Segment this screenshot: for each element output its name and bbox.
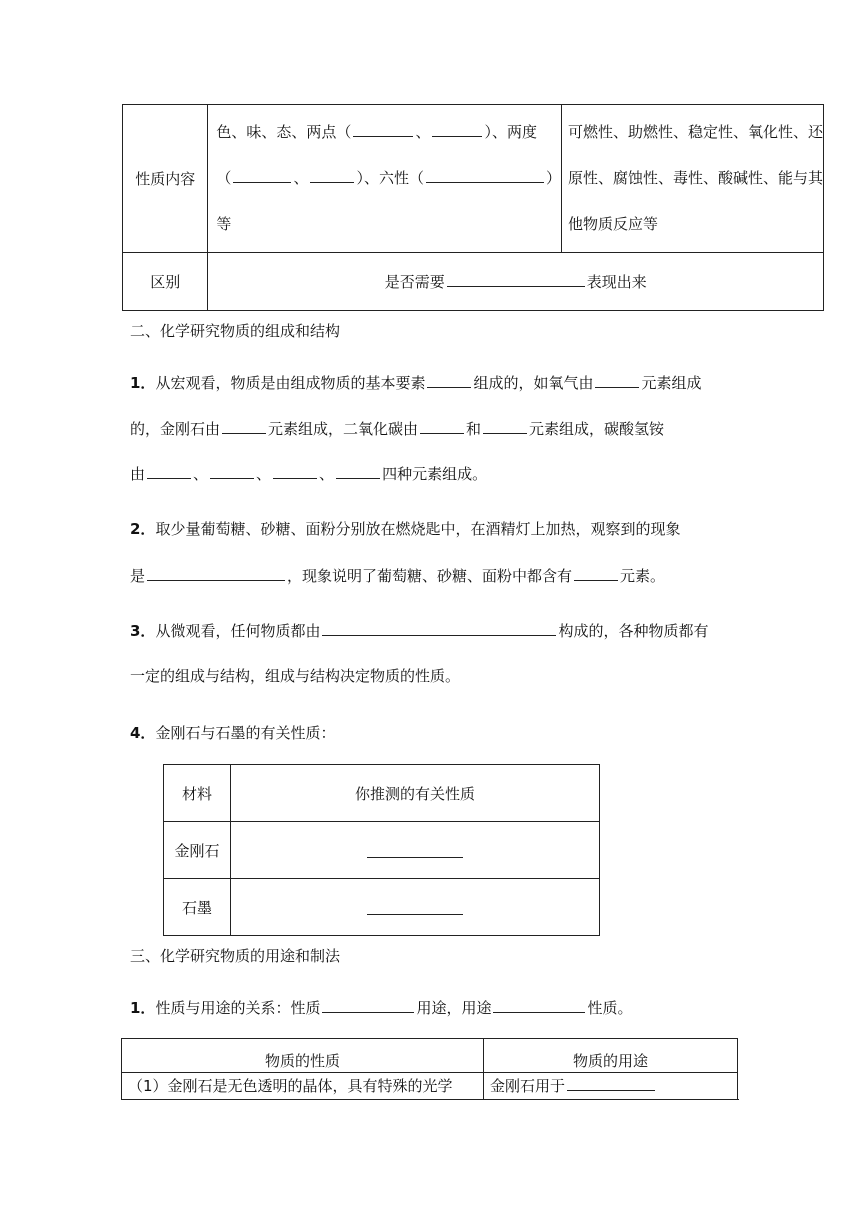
blank[interactable] [595, 373, 639, 388]
graphite-answer-cell [231, 879, 600, 936]
diamond-property-cell: （1）金刚石是无色透明的晶体，具有特殊的光学 [122, 1073, 484, 1101]
table-bottom-border [121, 1099, 739, 1100]
blank[interactable] [322, 621, 556, 636]
blank[interactable] [367, 900, 463, 915]
q1-line1: 1．从宏观看，物质是由组成物质的基本要素 组成的，如氧气由 元素组成 [130, 374, 702, 392]
blank[interactable] [310, 168, 354, 183]
blank[interactable] [147, 464, 191, 479]
blank[interactable] [420, 419, 464, 434]
blank[interactable] [336, 464, 380, 479]
carbon-table [163, 764, 600, 936]
q3-line1: 3．从微观看，任何物质都由 构成的，各种物质都有 [130, 622, 709, 640]
blank[interactable] [273, 464, 317, 479]
blank[interactable] [432, 122, 482, 137]
uses-table [121, 1038, 738, 1100]
row-label-difference [123, 253, 208, 311]
chemical-line-3: 他物质反应等 [567, 215, 658, 233]
blank[interactable] [567, 1076, 655, 1091]
uses-table-clip [121, 1038, 741, 1100]
blank[interactable] [427, 373, 471, 388]
header-use: 物质的用途 [484, 1039, 738, 1073]
physical-properties-cell [208, 105, 562, 253]
row-label-content [123, 105, 208, 253]
q3-line2: 一定的组成与结构，组成与结构决定物质的性质。 [130, 667, 461, 685]
properties-table [122, 104, 824, 311]
blank[interactable] [483, 419, 527, 434]
chemical-line-2: 原性、腐蚀性、毒性、酸碱性、能与其 [567, 169, 823, 187]
blank[interactable] [426, 168, 544, 183]
header-property: 物质的性质 [122, 1039, 484, 1073]
header-material: 材料 [164, 765, 231, 822]
blank[interactable] [147, 566, 285, 581]
chemical-properties-cell [561, 105, 823, 253]
diamond-answer-cell [231, 822, 600, 879]
blank[interactable] [222, 419, 266, 434]
blank[interactable] [447, 272, 585, 287]
row-graphite: 石墨 [164, 879, 231, 936]
diamond-use-cell: 金刚石用于 [484, 1073, 738, 1101]
blank[interactable] [574, 566, 618, 581]
section2-heading: 二、化学研究物质的组成和结构 [130, 322, 341, 340]
q1-line2: 的，金刚石由 元素组成，二氧化碳由 和 元素组成，碳酸氢铵 [130, 420, 665, 438]
chemical-line-1: 可燃性、助燃性、稳定性、氧化性、还 [567, 123, 823, 141]
physical-line-2: （ 、 ）、六性（ ） [216, 169, 561, 187]
blank[interactable] [233, 168, 291, 183]
header-property: 你推测的有关性质 [231, 765, 600, 822]
row1-label: 性质内容 [135, 170, 196, 188]
physical-line-3: 等 [216, 215, 232, 233]
row-diamond: 金刚石 [164, 822, 231, 879]
blank[interactable] [322, 998, 414, 1013]
physical-line-1: 色、味、态、两点（ 、 ）、两度 [216, 123, 537, 141]
s3-q1-line: 1．性质与用途的关系：性质 用途，用途 性质。 [130, 999, 633, 1017]
q2-line1: 2．取少量葡萄糖、砂糖、面粉分别放在燃烧匙中，在酒精灯上加热，观察到的现象 [130, 520, 681, 538]
section3-heading: 三、化学研究物质的用途和制法 [130, 947, 341, 965]
q1-line3: 由 、 、 、 四种元素组成。 [130, 465, 488, 483]
blank[interactable] [493, 998, 585, 1013]
blank[interactable] [210, 464, 254, 479]
row2-label: 区别 [150, 273, 181, 291]
blank[interactable] [353, 122, 413, 137]
difference-cell: 是否需要 表现出来 [208, 253, 824, 311]
q4-line: 4．金刚石与石墨的有关性质： [130, 724, 336, 742]
blank[interactable] [367, 843, 463, 858]
q2-line2: 是 ，现象说明了葡萄糖、砂糖、面粉中都含有 元素。 [130, 567, 666, 585]
